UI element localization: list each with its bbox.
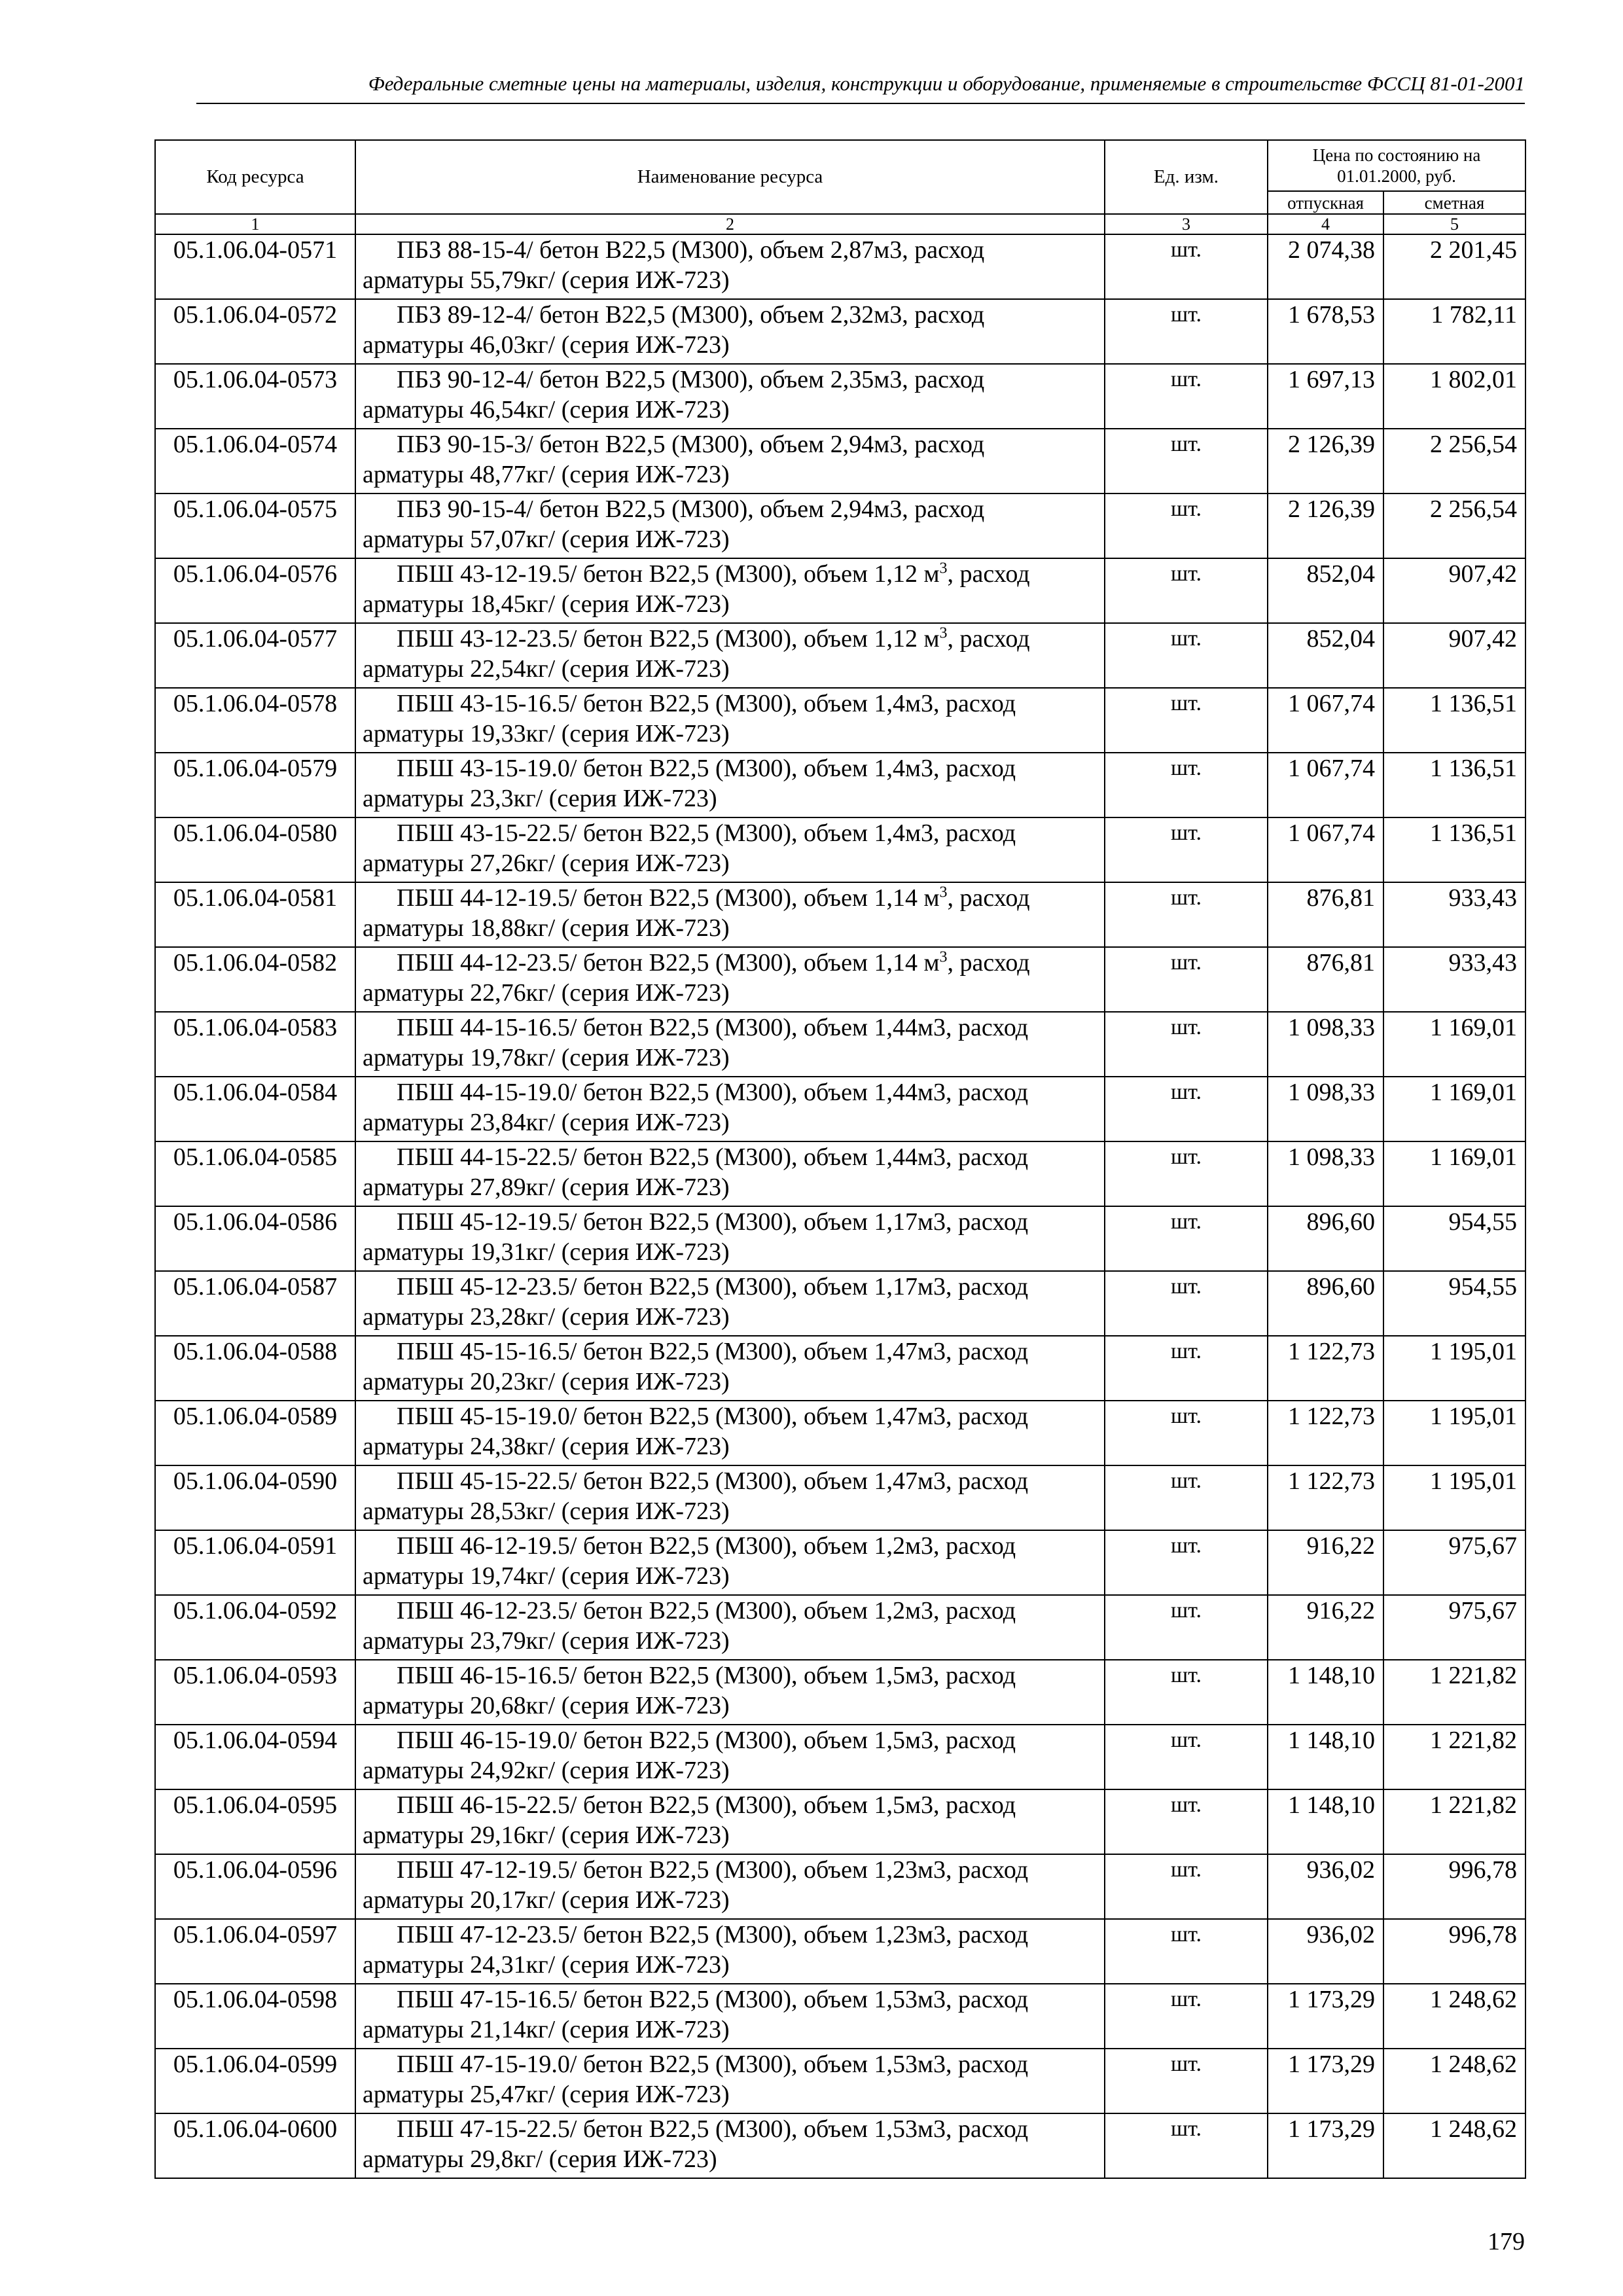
resource-code: 05.1.06.04-0572	[155, 299, 355, 364]
resource-name-line1	[363, 1207, 1100, 1237]
release-price: 1 148,10	[1268, 1725, 1383, 1789]
resource-name	[355, 1401, 1105, 1465]
resource-name-line1	[363, 1596, 1100, 1626]
resource-price-table	[154, 139, 1526, 2179]
table-row	[155, 1984, 1525, 2049]
resource-name-text: ПБШ 44-12-23.5/ бетон В22,5 (М300), объем 1,14 м	[397, 949, 940, 977]
resource-name-line1	[363, 235, 1100, 265]
resource-name	[355, 1725, 1105, 1789]
header-rule	[196, 103, 1525, 104]
resource-code: 05.1.06.04-0584	[155, 1077, 355, 1141]
resource-name-line1	[363, 753, 1100, 783]
column-number: 4	[1268, 214, 1383, 234]
table-row	[155, 882, 1525, 947]
resource-name-line2: арматуры 48,77кг/ (серия ИЖ-723)	[363, 461, 730, 488]
resource-name-line1	[363, 1984, 1100, 2015]
resource-code: 05.1.06.04-0591	[155, 1530, 355, 1595]
resource-name-text: ПБШ 45-15-16.5/ бетон В22,5 (М300), объем 1,47м3, расход	[397, 1338, 1029, 1365]
table-row	[155, 1595, 1525, 1660]
unit: шт.	[1105, 1984, 1268, 2049]
resource-name-line1	[363, 1660, 1100, 1691]
resource-name-line2: арматуры 46,54кг/ (серия ИЖ-723)	[363, 396, 730, 423]
unit: шт.	[1105, 623, 1268, 688]
resource-name-text: ПБШ 45-12-23.5/ бетон В22,5 (М300), объем 1,17м3, расход	[397, 1273, 1029, 1300]
estimate-price: 1 248,62	[1383, 1984, 1525, 2049]
resource-name-line2: арматуры 18,45кг/ (серия ИЖ-723)	[363, 590, 730, 618]
resource-name-line2: арматуры 24,31кг/ (серия ИЖ-723)	[363, 1951, 730, 1979]
estimate-price: 1 195,01	[1383, 1401, 1525, 1465]
resource-name-text: ПБШ 47-15-22.5/ бетон В22,5 (М300), объем 1,53м3, расход	[397, 2115, 1029, 2143]
release-price: 936,02	[1268, 1854, 1383, 1919]
resource-name-text: ПБШ 46-15-16.5/ бетон В22,5 (М300), объем 1,5м3, расход	[397, 1662, 1016, 1689]
col-header-name: Наименование ресурса	[355, 140, 1105, 214]
resource-code: 05.1.06.04-0596	[155, 1854, 355, 1919]
resource-code: 05.1.06.04-0574	[155, 429, 355, 493]
resource-name	[355, 1271, 1105, 1336]
unit: шт.	[1105, 558, 1268, 623]
unit: шт.	[1105, 1271, 1268, 1336]
resource-name	[355, 1530, 1105, 1595]
resource-code: 05.1.06.04-0594	[155, 1725, 355, 1789]
column-number: 5	[1383, 214, 1525, 234]
column-number: 2	[355, 214, 1105, 234]
col-header-estimate: сметная	[1383, 191, 1525, 214]
release-price: 876,81	[1268, 882, 1383, 947]
resource-name-text-tail: , расход	[947, 560, 1030, 588]
resource-code: 05.1.06.04-0592	[155, 1595, 355, 1660]
resource-name-line2: арматуры 23,28кг/ (серия ИЖ-723)	[363, 1303, 730, 1331]
table-row	[155, 234, 1525, 299]
resource-name	[355, 688, 1105, 753]
unit: шт.	[1105, 817, 1268, 882]
col-header-price: Цена по состоянию на 01.01.2000, руб.	[1268, 140, 1525, 191]
resource-name-text: ПБШ 45-15-19.0/ бетон В22,5 (М300), объем 1,47м3, расход	[397, 1403, 1029, 1430]
release-price: 936,02	[1268, 1919, 1383, 1984]
resource-code: 05.1.06.04-0577	[155, 623, 355, 688]
resource-name-line1	[363, 1855, 1100, 1885]
table-row	[155, 753, 1525, 817]
resource-name-line2: арматуры 24,92кг/ (серия ИЖ-723)	[363, 1757, 730, 1784]
resource-name-line1	[363, 494, 1100, 524]
unit: шт.	[1105, 2113, 1268, 2178]
resource-name-line1	[363, 689, 1100, 719]
release-price: 1 148,10	[1268, 1660, 1383, 1725]
resource-name-text: ПБШ 46-15-22.5/ бетон В22,5 (М300), объем 1,5м3, расход	[397, 1791, 1016, 1819]
resource-name-line2: арматуры 19,31кг/ (серия ИЖ-723)	[363, 1238, 730, 1266]
unit: шт.	[1105, 364, 1268, 429]
resource-name-line1	[363, 2049, 1100, 2079]
resource-name-line2: арматуры 19,33кг/ (серия ИЖ-723)	[363, 720, 730, 747]
release-price: 1 173,29	[1268, 1984, 1383, 2049]
resource-name	[355, 1206, 1105, 1271]
resource-name-line2: арматуры 18,88кг/ (серия ИЖ-723)	[363, 914, 730, 942]
unit: шт.	[1105, 753, 1268, 817]
table-header	[155, 140, 1525, 234]
resource-name	[355, 558, 1105, 623]
resource-name-line2: арматуры 23,3кг/ (серия ИЖ-723)	[363, 785, 717, 812]
estimate-price: 975,67	[1383, 1595, 1525, 1660]
release-price: 852,04	[1268, 558, 1383, 623]
resource-name-line2: арматуры 20,17кг/ (серия ИЖ-723)	[363, 1886, 730, 1914]
estimate-price: 1 782,11	[1383, 299, 1525, 364]
resource-code: 05.1.06.04-0587	[155, 1271, 355, 1336]
unit: шт.	[1105, 1854, 1268, 1919]
unit: шт.	[1105, 1401, 1268, 1465]
resource-name-text: ПБШ 47-12-23.5/ бетон В22,5 (М300), объем 1,23м3, расход	[397, 1921, 1029, 1948]
estimate-price: 933,43	[1383, 947, 1525, 1012]
unit: шт.	[1105, 947, 1268, 1012]
release-price: 2 126,39	[1268, 429, 1383, 493]
resource-name-text: ПБШ 43-15-19.0/ бетон В22,5 (М300), объем 1,4м3, расход	[397, 755, 1016, 782]
resource-name-text: ПБШ 44-15-16.5/ бетон В22,5 (М300), объем 1,44м3, расход	[397, 1014, 1029, 1041]
unit: шт.	[1105, 429, 1268, 493]
table-row	[155, 1012, 1525, 1077]
resource-name-line2: арматуры 27,26кг/ (серия ИЖ-723)	[363, 850, 730, 877]
release-price: 1 067,74	[1268, 817, 1383, 882]
resource-name-line2: арматуры 46,03кг/ (серия ИЖ-723)	[363, 331, 730, 359]
resource-name	[355, 364, 1105, 429]
estimate-price: 1 221,82	[1383, 1789, 1525, 1854]
resource-name-text: ПБШ 43-12-19.5/ бетон В22,5 (М300), объем 1,12 м	[397, 560, 940, 588]
unit: шт.	[1105, 688, 1268, 753]
column-number-row	[155, 214, 1525, 234]
table-body	[155, 234, 1525, 2178]
resource-name-line2: арматуры 28,53кг/ (серия ИЖ-723)	[363, 1498, 730, 1525]
estimate-price: 2 256,54	[1383, 493, 1525, 558]
resource-name-line1	[363, 1531, 1100, 1561]
resource-name-line1	[363, 1401, 1100, 1431]
resource-name-line2: арматуры 22,54кг/ (серия ИЖ-723)	[363, 655, 730, 683]
resource-name	[355, 1077, 1105, 1141]
release-price: 1 148,10	[1268, 1789, 1383, 1854]
resource-name-line2: арматуры 24,38кг/ (серия ИЖ-723)	[363, 1433, 730, 1460]
resource-code: 05.1.06.04-0583	[155, 1012, 355, 1077]
release-price: 1 122,73	[1268, 1336, 1383, 1401]
table-row	[155, 1789, 1525, 1854]
resource-name	[355, 1141, 1105, 1206]
resource-name	[355, 1660, 1105, 1725]
release-price: 896,60	[1268, 1206, 1383, 1271]
estimate-price: 1 248,62	[1383, 2049, 1525, 2113]
estimate-price: 1 248,62	[1383, 2113, 1525, 2178]
table-row	[155, 2049, 1525, 2113]
release-price: 916,22	[1268, 1530, 1383, 1595]
estimate-price: 1 136,51	[1383, 817, 1525, 882]
resource-name-line1	[363, 1272, 1100, 1302]
estimate-price: 2 256,54	[1383, 429, 1525, 493]
resource-name-line1	[363, 1077, 1100, 1107]
resource-name-line1	[363, 1725, 1100, 1755]
resource-code: 05.1.06.04-0598	[155, 1984, 355, 2049]
release-price: 876,81	[1268, 947, 1383, 1012]
resource-code: 05.1.06.04-0585	[155, 1141, 355, 1206]
table-row	[155, 1401, 1525, 1465]
unit: шт.	[1105, 1141, 1268, 1206]
estimate-price: 1 195,01	[1383, 1465, 1525, 1530]
estimate-price: 954,55	[1383, 1271, 1525, 1336]
resource-code: 05.1.06.04-0579	[155, 753, 355, 817]
resource-name-line1	[363, 1466, 1100, 1496]
resource-name	[355, 493, 1105, 558]
table-row	[155, 493, 1525, 558]
resource-name-text: ПБЗ 90-15-3/ бетон В22,5 (М300), объем 2,94м3, расход	[397, 431, 985, 458]
resource-name	[355, 1854, 1105, 1919]
resource-name-line1	[363, 429, 1100, 459]
resource-name-line2: арматуры 22,76кг/ (серия ИЖ-723)	[363, 979, 730, 1007]
resource-code: 05.1.06.04-0588	[155, 1336, 355, 1401]
resource-name-line2: арматуры 57,07кг/ (серия ИЖ-723)	[363, 526, 730, 553]
table-row	[155, 1660, 1525, 1725]
estimate-price: 1 169,01	[1383, 1077, 1525, 1141]
unit: шт.	[1105, 493, 1268, 558]
resource-name-line1	[363, 883, 1100, 913]
estimate-price: 975,67	[1383, 1530, 1525, 1595]
resource-code: 05.1.06.04-0600	[155, 2113, 355, 2178]
resource-name	[355, 1595, 1105, 1660]
page-number: 179	[1488, 2228, 1525, 2255]
resource-name-line1	[363, 559, 1100, 589]
resource-name	[355, 947, 1105, 1012]
resource-code: 05.1.06.04-0586	[155, 1206, 355, 1271]
resource-name-line2: арматуры 21,14кг/ (серия ИЖ-723)	[363, 2016, 730, 2043]
table-row	[155, 1465, 1525, 1530]
page-header: Федеральные сметные цены на материалы, изделия, конструкции и оборудование, применяемые в строительстве ФССЦ 81-01-2001	[368, 72, 1525, 95]
release-price: 1 122,73	[1268, 1401, 1383, 1465]
unit: шт.	[1105, 882, 1268, 947]
resource-name-line1	[363, 624, 1100, 654]
estimate-price: 2 201,45	[1383, 234, 1525, 299]
estimate-price: 1 195,01	[1383, 1336, 1525, 1401]
resource-name-line1	[363, 1920, 1100, 1950]
release-price: 2 126,39	[1268, 493, 1383, 558]
estimate-price: 1 136,51	[1383, 753, 1525, 817]
resource-name-text: ПБШ 45-15-22.5/ бетон В22,5 (М300), объем 1,47м3, расход	[397, 1467, 1029, 1495]
table-row	[155, 429, 1525, 493]
estimate-price: 1 802,01	[1383, 364, 1525, 429]
release-price: 1 173,29	[1268, 2049, 1383, 2113]
resource-code: 05.1.06.04-0578	[155, 688, 355, 753]
resource-name	[355, 623, 1105, 688]
table-row	[155, 817, 1525, 882]
unit: шт.	[1105, 1789, 1268, 1854]
resource-name-line1	[363, 1142, 1100, 1172]
resource-name-text: ПБШ 46-15-19.0/ бетон В22,5 (М300), объем 1,5м3, расход	[397, 1727, 1016, 1754]
resource-name	[355, 882, 1105, 947]
resource-name-text: ПБЗ 88-15-4/ бетон В22,5 (М300), объем 2,87м3, расход	[397, 236, 985, 264]
release-price: 1 122,73	[1268, 1465, 1383, 1530]
release-price: 1 098,33	[1268, 1141, 1383, 1206]
resource-name-text-tail: , расход	[947, 949, 1030, 977]
column-number: 3	[1105, 214, 1268, 234]
resource-code: 05.1.06.04-0581	[155, 882, 355, 947]
table-row	[155, 2113, 1525, 2178]
unit: шт.	[1105, 1336, 1268, 1401]
resource-name	[355, 429, 1105, 493]
unit: шт.	[1105, 1206, 1268, 1271]
resource-name-line2: арматуры 23,84кг/ (серия ИЖ-723)	[363, 1109, 730, 1136]
table-row	[155, 558, 1525, 623]
table-row	[155, 1206, 1525, 1271]
table-row	[155, 623, 1525, 688]
unit: шт.	[1105, 1660, 1268, 1725]
resource-name-line2: арматуры 19,74кг/ (серия ИЖ-723)	[363, 1562, 730, 1590]
estimate-price: 1 221,82	[1383, 1660, 1525, 1725]
table-row	[155, 1336, 1525, 1401]
superscript: 3	[939, 624, 948, 642]
unit: шт.	[1105, 2049, 1268, 2113]
table-row	[155, 688, 1525, 753]
resource-code: 05.1.06.04-0576	[155, 558, 355, 623]
estimate-price: 1 221,82	[1383, 1725, 1525, 1789]
resource-name-text: ПБШ 43-15-16.5/ бетон В22,5 (М300), объем 1,4м3, расход	[397, 690, 1016, 717]
resource-name-line1	[363, 948, 1100, 978]
estimate-price: 1 169,01	[1383, 1012, 1525, 1077]
table-row	[155, 1919, 1525, 1984]
resource-name-line1	[363, 2114, 1100, 2144]
release-price: 1 067,74	[1268, 753, 1383, 817]
resource-name-line1	[363, 300, 1100, 330]
col-header-code: Код ресурса	[155, 140, 355, 214]
estimate-price: 996,78	[1383, 1854, 1525, 1919]
resource-name	[355, 2113, 1105, 2178]
resource-code: 05.1.06.04-0573	[155, 364, 355, 429]
resource-code: 05.1.06.04-0597	[155, 1919, 355, 1984]
release-price: 1 697,13	[1268, 364, 1383, 429]
resource-code: 05.1.06.04-0599	[155, 2049, 355, 2113]
resource-name-text: ПБШ 44-15-19.0/ бетон В22,5 (М300), объем 1,44м3, расход	[397, 1079, 1029, 1106]
resource-name	[355, 817, 1105, 882]
table-row	[155, 1530, 1525, 1595]
estimate-price: 1 169,01	[1383, 1141, 1525, 1206]
resource-name-text: ПБЗ 90-12-4/ бетон В22,5 (М300), объем 2,35м3, расход	[397, 366, 985, 393]
release-price: 1 098,33	[1268, 1012, 1383, 1077]
release-price: 2 074,38	[1268, 234, 1383, 299]
resource-name-line2: арматуры 29,16кг/ (серия ИЖ-723)	[363, 1821, 730, 1849]
resource-name-line1	[363, 365, 1100, 395]
resource-name-line2: арматуры 27,89кг/ (серия ИЖ-723)	[363, 1174, 730, 1201]
resource-name	[355, 1789, 1105, 1854]
resource-name-line1	[363, 1336, 1100, 1367]
resource-name-line2: арматуры 23,79кг/ (серия ИЖ-723)	[363, 1627, 730, 1655]
resource-name-text: ПБШ 43-15-22.5/ бетон В22,5 (М300), объем 1,4м3, расход	[397, 819, 1016, 847]
resource-name-line1	[363, 818, 1100, 848]
release-price: 1 173,29	[1268, 2113, 1383, 2178]
resource-name-text: ПБШ 45-12-19.5/ бетон В22,5 (М300), объем 1,17м3, расход	[397, 1208, 1029, 1236]
resource-name-line2: арматуры 19,78кг/ (серия ИЖ-723)	[363, 1044, 730, 1071]
resource-name-text-tail: , расход	[947, 625, 1030, 653]
resource-code: 05.1.06.04-0590	[155, 1465, 355, 1530]
resource-name-text-tail: , расход	[947, 884, 1030, 912]
release-price: 852,04	[1268, 623, 1383, 688]
unit: шт.	[1105, 234, 1268, 299]
resource-code: 05.1.06.04-0575	[155, 493, 355, 558]
table-row	[155, 947, 1525, 1012]
table-row	[155, 1854, 1525, 1919]
resource-name-text: ПБШ 46-12-23.5/ бетон В22,5 (М300), объем 1,2м3, расход	[397, 1597, 1016, 1624]
table-row	[155, 1077, 1525, 1141]
superscript: 3	[939, 948, 948, 966]
unit: шт.	[1105, 1077, 1268, 1141]
estimate-price: 907,42	[1383, 623, 1525, 688]
resource-name-line2: арматуры 20,68кг/ (серия ИЖ-723)	[363, 1692, 730, 1719]
resource-name-line2: арматуры 55,79кг/ (серия ИЖ-723)	[363, 266, 730, 294]
resource-name-text: ПБШ 47-15-16.5/ бетон В22,5 (М300), объем 1,53м3, расход	[397, 1986, 1029, 2013]
release-price: 1 098,33	[1268, 1077, 1383, 1141]
release-price: 916,22	[1268, 1595, 1383, 1660]
resource-code: 05.1.06.04-0593	[155, 1660, 355, 1725]
unit: шт.	[1105, 299, 1268, 364]
unit: шт.	[1105, 1919, 1268, 1984]
resource-name	[355, 1919, 1105, 1984]
resource-name	[355, 234, 1105, 299]
resource-name-text: ПБШ 43-12-23.5/ бетон В22,5 (М300), объем 1,12 м	[397, 625, 940, 653]
estimate-price: 996,78	[1383, 1919, 1525, 1984]
release-price: 1 067,74	[1268, 688, 1383, 753]
resource-name-text: ПБЗ 90-15-4/ бетон В22,5 (М300), объем 2,94м3, расход	[397, 495, 985, 523]
resource-name-text: ПБШ 47-15-19.0/ бетон В22,5 (М300), объем 1,53м3, расход	[397, 2051, 1029, 2078]
table-row	[155, 364, 1525, 429]
release-price: 896,60	[1268, 1271, 1383, 1336]
column-number: 1	[155, 214, 355, 234]
resource-code: 05.1.06.04-0595	[155, 1789, 355, 1854]
resource-name	[355, 2049, 1105, 2113]
estimate-price: 933,43	[1383, 882, 1525, 947]
resource-name	[355, 753, 1105, 817]
resource-name	[355, 1984, 1105, 2049]
resource-name	[355, 299, 1105, 364]
unit: шт.	[1105, 1012, 1268, 1077]
unit: шт.	[1105, 1595, 1268, 1660]
resource-code: 05.1.06.04-0571	[155, 234, 355, 299]
resource-name	[355, 1012, 1105, 1077]
resource-name-line2: арматуры 20,23кг/ (серия ИЖ-723)	[363, 1368, 730, 1395]
estimate-price: 1 136,51	[1383, 688, 1525, 753]
resource-name-line1	[363, 1013, 1100, 1043]
resource-name-line1	[363, 1790, 1100, 1820]
resource-name-text: ПБШ 46-12-19.5/ бетон В22,5 (М300), объем 1,2м3, расход	[397, 1532, 1016, 1560]
superscript: 3	[939, 560, 948, 577]
estimate-price: 954,55	[1383, 1206, 1525, 1271]
col-header-unit: Ед. изм.	[1105, 140, 1268, 214]
resource-code: 05.1.06.04-0589	[155, 1401, 355, 1465]
resource-name-text: ПБШ 44-12-19.5/ бетон В22,5 (М300), объем 1,14 м	[397, 884, 940, 912]
col-header-release: отпускная	[1268, 191, 1383, 214]
resource-code: 05.1.06.04-0582	[155, 947, 355, 1012]
resource-name-text: ПБШ 44-15-22.5/ бетон В22,5 (М300), объем 1,44м3, расход	[397, 1143, 1029, 1171]
resource-name-line2: арматуры 29,8кг/ (серия ИЖ-723)	[363, 2145, 717, 2173]
unit: шт.	[1105, 1725, 1268, 1789]
table-row	[155, 1725, 1525, 1789]
resource-name-text: ПБШ 47-12-19.5/ бетон В22,5 (М300), объем 1,23м3, расход	[397, 1856, 1029, 1884]
unit: шт.	[1105, 1530, 1268, 1595]
resource-name	[355, 1336, 1105, 1401]
resource-code: 05.1.06.04-0580	[155, 817, 355, 882]
resource-name-text: ПБЗ 89-12-4/ бетон В22,5 (М300), объем 2,32м3, расход	[397, 301, 985, 329]
superscript: 3	[939, 884, 948, 901]
table-row	[155, 1141, 1525, 1206]
release-price: 1 678,53	[1268, 299, 1383, 364]
table-row	[155, 1271, 1525, 1336]
unit: шт.	[1105, 1465, 1268, 1530]
table-row	[155, 299, 1525, 364]
resource-name-line2: арматуры 25,47кг/ (серия ИЖ-723)	[363, 2081, 730, 2108]
resource-name	[355, 1465, 1105, 1530]
estimate-price: 907,42	[1383, 558, 1525, 623]
